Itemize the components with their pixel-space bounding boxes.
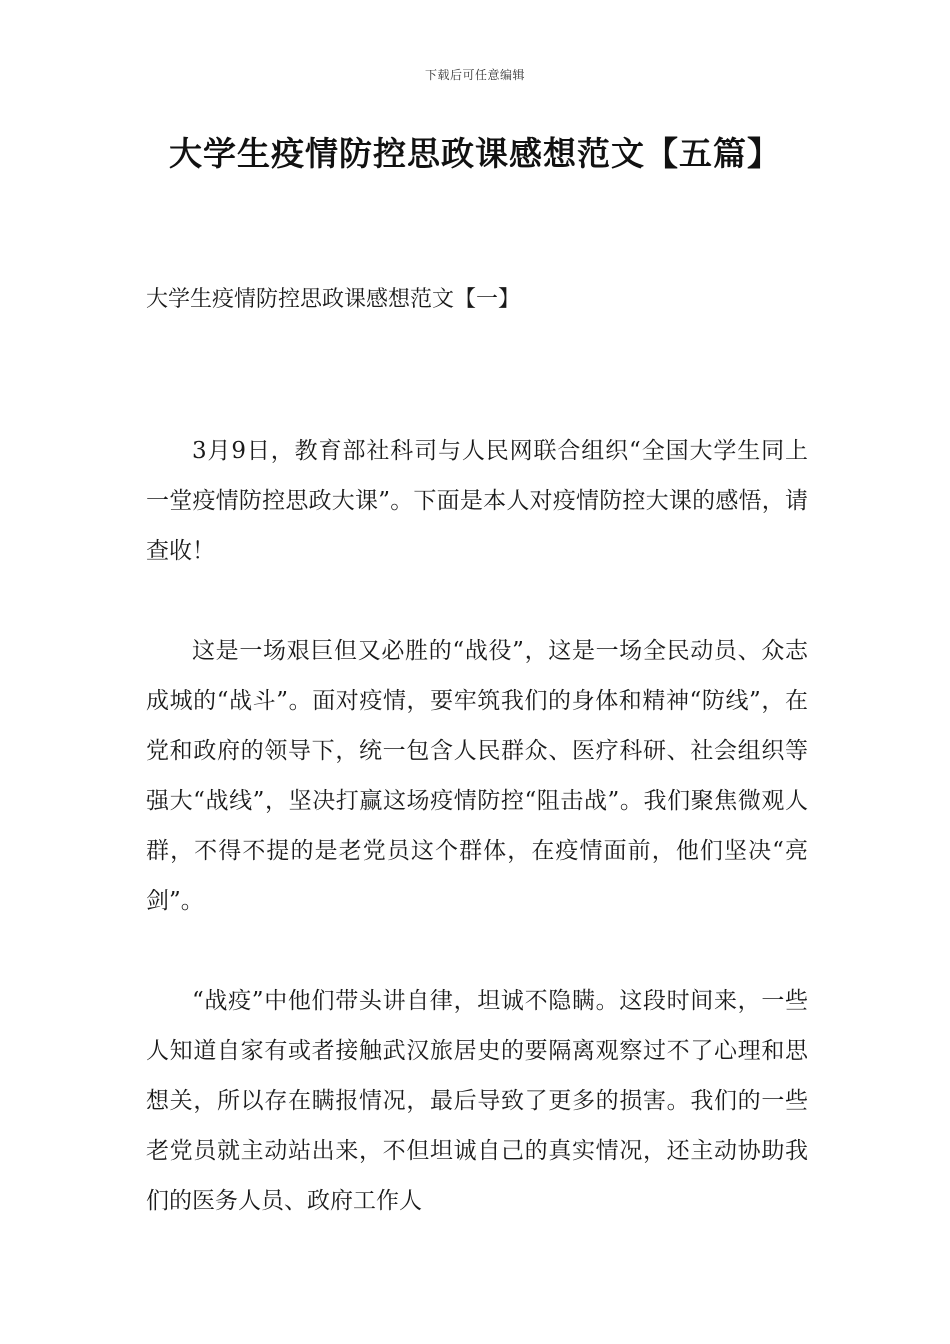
document-body xyxy=(146,426,808,1276)
document-title: 大学生疫情防控思政课感想范文【五篇】 xyxy=(169,134,781,173)
paragraph-1: 3月9日，教育部社科司与人民网联合组织“全国大学生同上一堂疫情防控思政大课”。下面是本人对疫情防控大课的感悟，请查收！ xyxy=(146,438,808,564)
section-heading: 大学生疫情防控思政课感想范文【一】 xyxy=(146,287,521,312)
paragraph-3: “战疫”中他们带头讲自律，坦诚不隐瞒。这段时间来，一些人知道自家有或者接触武汉旅居史的要隔离观察过不了心理和思想关，所以存在瞒报情况，最后导致了更多的损害。我们的一些老党员就主动站出来，不但坦诚自己的真实情况，还主动协助我们的医务人员、政府工作人 xyxy=(146,988,808,1214)
header-note: 下载后可任意编辑 xyxy=(424,68,525,82)
paragraph-2: 这是一场艰巨但又必胜的“战役”，这是一场全民动员、众志成城的“战斗”。面对疫情，要牢筑我们的身体和精神“防线”，在党和政府的领导下，统一包含人民群众、医疗科研、社会组织等强大“战线”，坚决打赢这场疫情防控“阻击战”。我们聚焦微观人群，不得不提的是老党员这个群体，在疫情面前，他们坚决“亮剑”。 xyxy=(146,638,808,914)
